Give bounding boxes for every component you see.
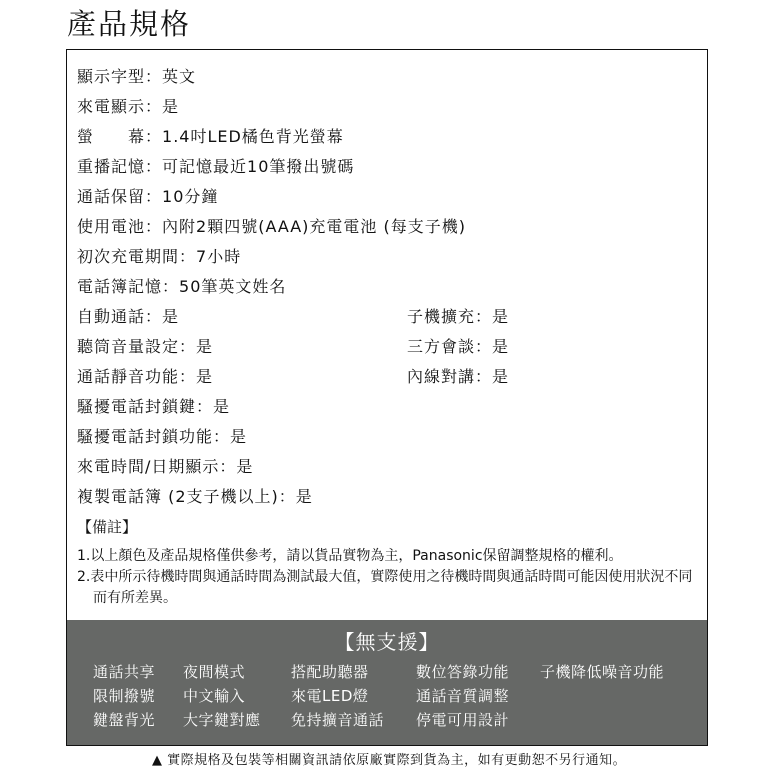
spec-value: 是: [196, 337, 214, 356]
no-support-item: 通話音質調整: [416, 687, 510, 705]
footer-text: 實際規格及包裝等相關資訊請依原廠實際到貨為主，如有更動恕不另行通知。: [167, 753, 627, 768]
no-support-heading: 【無支援】: [334, 630, 440, 654]
no-support-column: [416, 660, 509, 732]
spec-row-block-function: [77, 422, 707, 452]
notes-heading: 【備註】: [77, 518, 138, 536]
no-support-panel: [67, 620, 707, 745]
page-title: 產品規格: [67, 7, 192, 41]
no-support-item: 鍵盤背光: [93, 711, 156, 729]
spec-value: 是: [213, 397, 231, 416]
spec-row-charge-time: [77, 242, 707, 272]
spec-right: 三方會談：是: [407, 337, 510, 356]
note-item: 1.以上顏色及產品規格僅供參考，請以貨品實物為主，Panasonic保留調整規格的權利。: [77, 548, 623, 564]
spec-label: 電話簿記憶：: [77, 277, 180, 296]
spec-value: 1.4吋LED橘色背光螢幕: [162, 127, 344, 146]
spec-label: 來電顯示：: [77, 97, 163, 116]
spec-row-mute: [77, 362, 707, 392]
spec-value: 是: [230, 427, 248, 446]
no-support-item: 通話共享: [93, 663, 156, 681]
spec-right: 內線對講：是: [407, 367, 510, 386]
note-item: 2.表中所示待機時間與通話時間為測試最大值，實際使用之待機時間與通話時間可能因使用狀況不同而有所差異。: [77, 569, 693, 606]
spec-label: 使用電池：: [77, 217, 163, 236]
spec-value: 內附2顆四號(AAA)充電電池 (每支子機): [162, 217, 466, 236]
spec-row-hold: [77, 182, 707, 212]
spec-value: 50筆英文姓名: [179, 277, 287, 296]
spec-value: 7小時: [196, 247, 242, 266]
spec-value: 可記憶最近10筆撥出號碼: [162, 157, 355, 176]
spec-value: 是: [196, 367, 214, 386]
no-support-item: 中文輸入: [183, 687, 246, 705]
spec-row-battery: [77, 212, 707, 242]
no-support-item: 停電可用設計: [416, 711, 510, 729]
spec-row-volume: [77, 332, 707, 362]
no-support-item: 來電LED燈: [291, 687, 369, 705]
spec-row-block-key: [77, 392, 707, 422]
spec-list: [77, 62, 707, 542]
spec-value: 是: [162, 307, 180, 326]
spec-label: 來電時間/日期顯示：: [77, 457, 237, 476]
spec-label: 複製電話簿 (2支子機以上)：: [77, 487, 296, 506]
spec-row-caller-id: [77, 92, 707, 122]
spec-row-copy-phonebook: [77, 482, 707, 512]
spec-label: 聽筒音量設定：: [77, 337, 197, 356]
spec-row-datetime: [77, 452, 707, 482]
spec-label: 螢 幕：: [77, 127, 163, 146]
spec-label: 重播記憶：: [77, 157, 163, 176]
notes-list: [77, 546, 697, 609]
spec-row-font: [77, 62, 707, 92]
no-support-item: 數位答錄功能: [416, 663, 510, 681]
spec-label: 顯示字型：: [77, 67, 163, 86]
no-support-item: 限制撥號: [93, 687, 156, 705]
spec-box: [66, 49, 708, 746]
spec-value: 英文: [162, 67, 197, 86]
footer-disclaimer: [152, 750, 626, 772]
no-support-column: [93, 660, 155, 732]
no-support-item: 子機降低噪音功能: [540, 663, 665, 681]
no-support-column: [540, 660, 664, 684]
no-support-item: 搭配助聽器: [291, 663, 369, 681]
spec-label: 自動通話：: [77, 307, 163, 326]
triangle-warning-icon: ▲: [152, 753, 163, 768]
spec-label: 通話保留：: [77, 187, 163, 206]
spec-row-auto-talk: [77, 302, 707, 332]
no-support-item: 大字鍵對應: [183, 711, 261, 729]
no-support-column: [291, 660, 384, 732]
spec-label: 騷擾電話封鎖功能：: [77, 427, 231, 446]
spec-row-redial: [77, 152, 707, 182]
spec-label: 初次充電期間：: [77, 247, 197, 266]
spec-value: 10分鐘: [162, 187, 219, 206]
no-support-item: 免持擴音通話: [291, 711, 385, 729]
spec-value: 是: [236, 457, 254, 476]
spec-value: 是: [162, 97, 180, 116]
spec-label: 通話靜音功能：: [77, 367, 197, 386]
no-support-item: 夜間模式: [183, 663, 246, 681]
spec-label: 騷擾電話封鎖鍵：: [77, 397, 214, 416]
spec-value: 是: [295, 487, 313, 506]
no-support-column: [183, 660, 261, 732]
spec-row-screen: [77, 122, 707, 152]
spec-right: 子機擴充：是: [407, 307, 510, 326]
spec-row-phonebook: [77, 272, 707, 302]
